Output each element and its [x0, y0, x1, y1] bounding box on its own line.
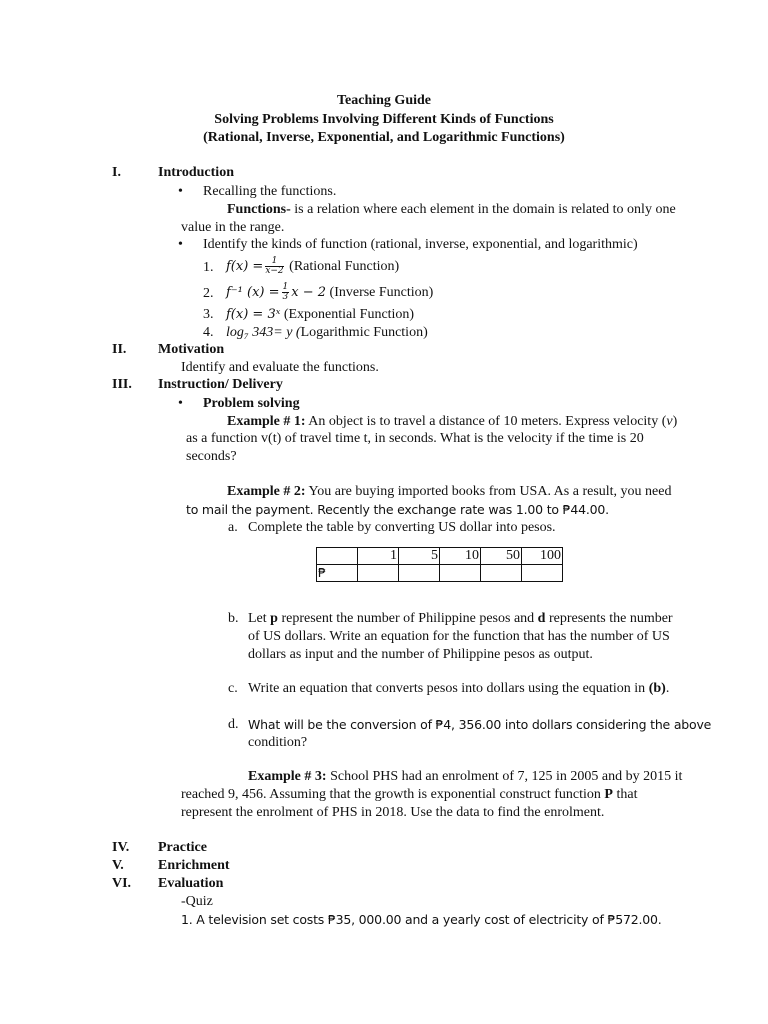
example-2-line-2: to mail the payment. Recently the exchange rate was 1.00 to ₱44.00. — [186, 502, 609, 517]
example-3-label: Example # 3: — [248, 769, 327, 784]
function-item-num-2: 2. — [203, 286, 214, 301]
section-number-4: IV. — [112, 840, 130, 855]
example-1-line-2: as a function v(t) of travel time t, in seconds. What is the velocity if the time is 20 — [186, 431, 644, 446]
table-cell — [522, 565, 563, 582]
table-cell: ₱ — [317, 565, 358, 582]
function-item-num-3: 3. — [203, 307, 214, 322]
table-row — [317, 565, 563, 582]
bullet-icon: • — [178, 396, 183, 411]
item-b-line-2: of US dollars. Write an equation for the function that has the number of US — [248, 629, 670, 644]
quiz-question-1: 1. A television set costs ₱35, 000.00 and a yearly cost of electricity of ₱572.00. — [181, 912, 662, 927]
bullet-icon: • — [178, 237, 183, 252]
example-1-line-3: seconds? — [186, 449, 237, 464]
table-row — [317, 548, 563, 565]
table-cell — [481, 565, 522, 582]
conversion-table — [316, 547, 563, 582]
section-number-5: V. — [112, 858, 124, 873]
quiz-label: -Quiz — [181, 894, 213, 909]
example-1-line-1: Example # 1: An object is to travel a distance of 10 meters. Express velocity (v) — [227, 414, 678, 429]
item-a-text: Complete the table by converting US dollar into pesos. — [248, 520, 556, 535]
table-cell — [399, 565, 440, 582]
table-cell — [440, 565, 481, 582]
table-cell: 1 — [358, 548, 399, 565]
functions-definition-line-1 — [227, 201, 676, 219]
document-title: Teaching Guide — [336, 93, 431, 108]
table-cell: 5 — [399, 548, 440, 565]
item-b-line-1: Let p represent the number of Philippine pesos and d represents the number — [248, 611, 673, 626]
function-item-num-4: 4. — [203, 325, 214, 340]
item-a-number: a. — [228, 520, 238, 535]
document-subtitle: Solving Problems Involving Different Kinds of Functions — [214, 112, 554, 127]
example-3-line-1: Example # 3: School PHS had an enrolment of 7, 125 in 2005 and by 2015 it — [248, 769, 683, 784]
function-item-num-1: 1. — [203, 260, 214, 275]
item-b-line-3: dollars as input and the number of Philippine pesos as output. — [248, 647, 593, 662]
section-title-evaluation: Evaluation — [158, 876, 224, 891]
section-title-practice: Practice — [158, 840, 207, 855]
function-item-3: f(x) = 3ˣ (Exponential Function) — [226, 307, 415, 322]
table-cell: 100 — [522, 548, 563, 565]
section-number-2: II. — [112, 342, 127, 357]
function-item-2: f⁻¹ (x) = $\frac{1}{3}$ x − 2 (Inverse Function) — [226, 282, 434, 303]
item-d-line-1: What will be the conversion of ₱4, 356.00 into dollars considering the above — [248, 717, 712, 732]
section-title-instruction: Instruction/ Delivery — [158, 377, 283, 392]
section-number-1: I. — [112, 165, 121, 180]
function-item-1: f(x) = $\frac{1}{x-2}$ (Rational Function) — [226, 256, 400, 277]
section-number-6: VI. — [112, 876, 132, 891]
motivation-text: Identify and evaluate the functions. — [181, 360, 379, 375]
item-b-number: b. — [228, 611, 239, 626]
bullet-icon: • — [178, 184, 183, 199]
table-cell — [317, 548, 358, 565]
item-c-number: c. — [228, 681, 238, 696]
example-2-line-1: Example # 2: You are buying imported books from USA. As a result, you need — [227, 484, 672, 499]
fraction: $\frac{1}{3}$ — [282, 282, 289, 303]
item-c-text: Write an equation that converts pesos into dollars using the equation in (b). — [248, 681, 670, 696]
item-d-number: d. — [228, 717, 239, 732]
instruction-bullet: Problem solving — [203, 396, 300, 411]
document-subtitle-2: (Rational, Inverse, Exponential, and Logarithmic Functions) — [203, 130, 565, 145]
fraction: $\frac{1}{x-2}$ — [265, 256, 284, 277]
table-cell: 10 — [440, 548, 481, 565]
function-item-4: log₇ 343= y (Logarithmic Function) — [226, 325, 428, 340]
section-number-3: III. — [112, 377, 132, 392]
functions-term: Functions- — [227, 202, 291, 217]
section-title-motivation: Motivation — [158, 342, 225, 357]
example-3-line-3: represent the enrolment of PHS in 2018. Use the data to find the enrolment. — [181, 805, 605, 820]
functions-definition-line-2: value in the range. — [181, 220, 285, 235]
table-cell: 50 — [481, 548, 522, 565]
item-d-line-2: condition? — [248, 735, 308, 750]
example-2-label: Example # 2: — [227, 484, 306, 499]
section-title-enrichment: Enrichment — [158, 858, 230, 873]
example-3-line-2: reached 9, 456. Assuming that the growth is exponential construct function P that — [181, 787, 638, 802]
section-title-introduction: Introduction — [158, 165, 234, 180]
intro-bullet-1: Recalling the functions. — [203, 184, 337, 199]
example-1-label: Example # 1: — [227, 414, 306, 429]
functions-definition: is a relation where each element in the domain is related to only one — [290, 202, 676, 217]
intro-bullet-2: Identify the kinds of function (rational, inverse, exponential, and logarithmic) — [203, 237, 638, 252]
table-cell — [358, 565, 399, 582]
